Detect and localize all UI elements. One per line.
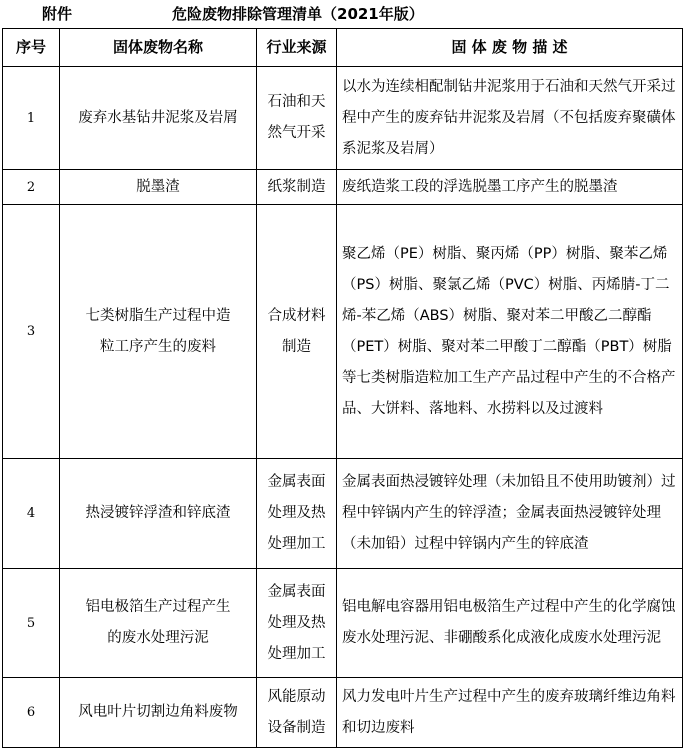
row-number: 2 [3,170,60,205]
column-header-source: 行业来源 [257,29,337,67]
industry-source: 纸浆制造 [257,170,337,205]
row-number: 1 [3,67,60,170]
row-number: 6 [3,678,60,748]
waste-description: 聚乙烯（PE）树脂、聚丙烯（PP）树脂、聚苯乙烯（PS）树脂、聚氯乙烯（PVC）树脂、丙烯腈-丁二烯-苯乙烯（ABS）树脂、聚对苯二甲酸乙二醇酯（PET）树脂、聚对苯二甲酸丁二醇酯（PBT）树脂等七类树脂造粒加工生产产品过程中产生的不合格产品、大饼料、落地料、水捞料以及过渡料 [337,205,683,459]
column-header-no: 序号 [3,29,60,67]
waste-name: 铝电极箔生产过程产生的废水处理污泥 [60,569,257,678]
waste-name: 废弃水基钻井泥浆及岩屑 [60,67,257,170]
table-row [3,569,683,678]
document-header [0,0,685,28]
column-header-description: 固 体 废 物 描 述 [337,29,683,67]
column-header-name: 固体废物名称 [60,29,257,67]
row-number: 5 [3,569,60,678]
waste-description: 以水为连续相配制钻井泥浆用于石油和天然气开采过程中产生的废弃钻井泥浆及岩屑（不包括废弃聚磺体系泥浆及岩屑） [337,67,683,170]
waste-name: 风电叶片切割边角料废物 [60,678,257,748]
table-row [3,459,683,569]
row-number: 4 [3,459,60,569]
waste-description: 金属表面热浸镀锌处理（未加铅且不使用助镀剂）过程中锌锅内产生的锌浮渣；金属表面热浸镀锌处理（未加铅）过程中锌锅内产生的锌底渣 [337,459,683,569]
table-row [3,67,683,170]
document-title: 危险废物排除管理清单（2021年版） [172,5,424,23]
table-row [3,205,683,459]
hazardous-waste-exclusion-table [2,28,683,748]
attachment-label: 附件 [42,5,73,23]
industry-source: 合成材料制造 [257,205,337,459]
waste-name: 七类树脂生产过程中造粒工序产生的废料 [60,205,257,459]
industry-source: 金属表面处理及热处理加工 [257,459,337,569]
industry-source: 金属表面处理及热处理加工 [257,569,337,678]
table-header-row [3,29,683,67]
waste-name: 热浸镀锌浮渣和锌底渣 [60,459,257,569]
row-number: 3 [3,205,60,459]
waste-description: 铝电解电容器用铝电极箔生产过程中产生的化学腐蚀废水处理污泥、非硼酸系化成液化成废水处理污泥 [337,569,683,678]
industry-source: 风能原动设备制造 [257,678,337,748]
waste-description: 废纸造浆工段的浮选脱墨工序产生的脱墨渣 [337,170,683,205]
industry-source: 石油和天然气开采 [257,67,337,170]
waste-name: 脱墨渣 [60,170,257,205]
waste-description: 风力发电叶片生产过程中产生的废弃玻璃纤维边角料和切边废料 [337,678,683,748]
table-row [3,678,683,748]
table-row [3,170,683,205]
